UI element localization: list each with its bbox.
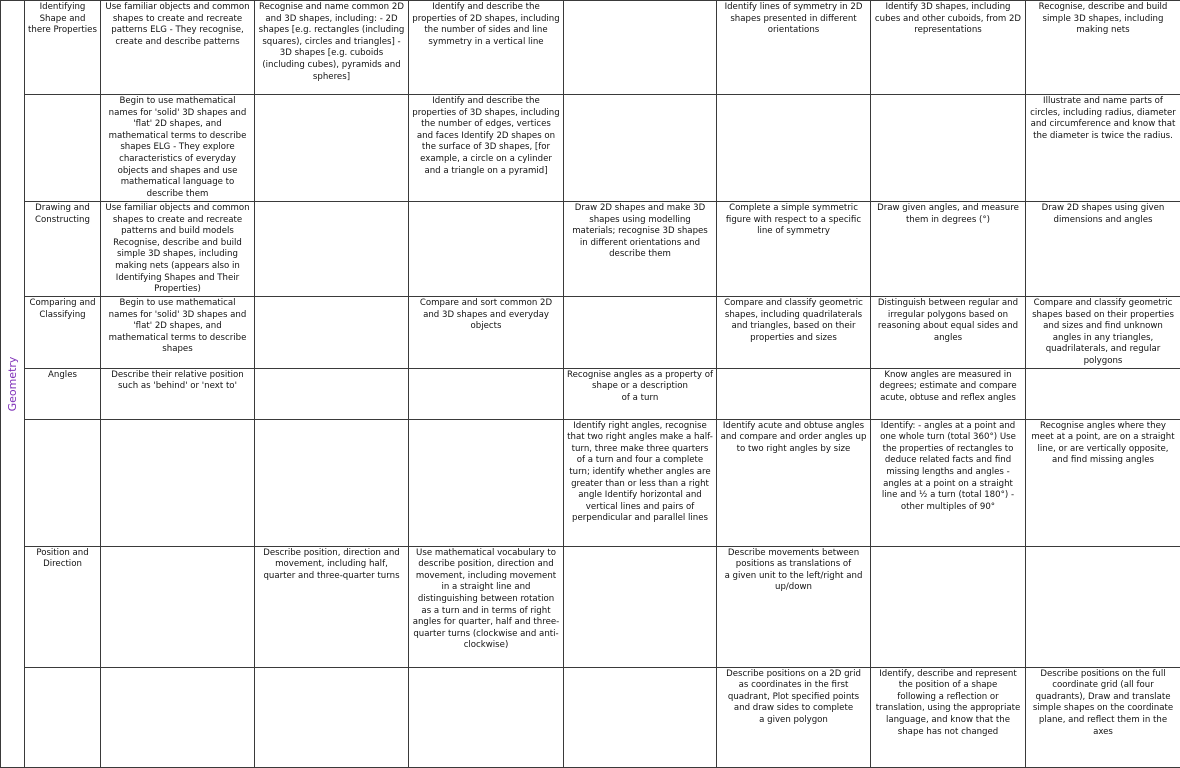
- objective-cell: Identify: - angles at a point and one whole turn (total 360°) Use the properties of rectangles to deduce related facts and find missing lengths and angles - angles at a point on a straight line and ½ a turn (total 180°) - other multiples of 90°: [871, 419, 1026, 546]
- objective-cell: [255, 297, 409, 369]
- topic-cell-angles: [25, 419, 101, 546]
- objective-cell: Begin to use mathematical names for 'solid' 3D shapes and 'flat' 2D shapes, and mathematical terms to describe shapes: [101, 297, 255, 369]
- topic-cell-identifying-shape: Identifying Shape and there Properties: [25, 1, 101, 95]
- table-row: [1, 95, 1180, 202]
- objective-cell: Complete a simple symmetric figure with respect to a specific line of symmetry: [717, 202, 871, 297]
- objective-cell: [101, 546, 255, 667]
- objective-cell: [255, 667, 409, 767]
- topic-cell-angles: Angles: [25, 368, 101, 419]
- objective-cell: Describe position, direction and movement, including half, quarter and three-quarter turns: [255, 546, 409, 667]
- objective-cell: [255, 202, 409, 297]
- objective-cell: Identify 3D shapes, including cubes and other cuboids, from 2D representations: [871, 1, 1026, 95]
- objective-cell: Compare and classify geometric shapes, including quadrilaterals and triangles, based on their properties and sizes: [717, 297, 871, 369]
- topic-cell-identifying-shape: [25, 95, 101, 202]
- table-row: [1, 419, 1180, 546]
- objective-cell: [564, 95, 717, 202]
- table-row: [1, 368, 1180, 419]
- topic-cell-position-direction: Position and Direction: [25, 546, 101, 667]
- subject-cell: [1, 1, 25, 768]
- topic-cell-position-direction: [25, 667, 101, 767]
- objective-cell: Describe movements between positions as translations of a given unit to the left/right and up/down: [717, 546, 871, 667]
- objective-cell: [564, 297, 717, 369]
- table-row: [1, 1, 1180, 95]
- objective-cell: Use mathematical vocabulary to describe position, direction and movement, including movement in a straight line and distinguishing between rotation as a turn and in terms of right angles for quarter, half and three-quarter turns (clockwise and anti-clockwise): [409, 546, 564, 667]
- objective-cell: Identify and describe the properties of 3D shapes, including the number of edges, vertices and faces Identify 2D shapes on the surface of 3D shapes, [for example, a circle on a cylinder and a triangle on a pyramid]: [409, 95, 564, 202]
- objective-cell: Describe positions on a 2D grid as coordinates in the first quadrant, Plot specified points and draw sides to complete a given polygon: [717, 667, 871, 767]
- objective-cell: [101, 667, 255, 767]
- objective-cell: [1026, 546, 1180, 667]
- objective-cell: [255, 419, 409, 546]
- objective-cell: [564, 546, 717, 667]
- table-row: [1, 297, 1180, 369]
- subject-label: Geometry: [7, 356, 19, 411]
- objective-cell: Identify acute and obtuse angles and compare and order angles up to two right angles by size: [717, 419, 871, 546]
- topic-cell-drawing-constructing: Drawing and Constructing: [25, 202, 101, 297]
- objective-cell: [564, 1, 717, 95]
- objective-cell: [717, 95, 871, 202]
- objective-cell: Draw 2D shapes using given dimensions and angles: [1026, 202, 1180, 297]
- objective-cell: [717, 368, 871, 419]
- objective-cell: Draw given angles, and measure them in degrees (°): [871, 202, 1026, 297]
- objective-cell: Distinguish between regular and irregular polygons based on reasoning about equal sides and angles: [871, 297, 1026, 369]
- objective-cell: Identify, describe and represent the position of a shape following a reflection or translation, using the appropriate language, and know that the shape has not changed: [871, 667, 1026, 767]
- objective-cell: [255, 95, 409, 202]
- table-row: [1, 202, 1180, 297]
- objective-cell: [1026, 368, 1180, 419]
- objective-cell: Draw 2D shapes and make 3D shapes using modelling materials; recognise 3D shapes in different orientations and describe them: [564, 202, 717, 297]
- objective-cell: Identify lines of symmetry in 2D shapes presented in different orientations: [717, 1, 871, 95]
- objective-cell: [101, 419, 255, 546]
- table-body: [1, 1, 1180, 768]
- objective-cell: [564, 667, 717, 767]
- objective-cell: Use familiar objects and common shapes to create and recreate patterns ELG - They recognise, create and describe patterns: [101, 1, 255, 95]
- table-row: [1, 667, 1180, 767]
- objective-cell: Recognise angles as a property of shape or a description of a turn: [564, 368, 717, 419]
- objective-cell: Recognise, describe and build simple 3D shapes, including making nets: [1026, 1, 1180, 95]
- objective-cell: [255, 368, 409, 419]
- objective-cell: Compare and sort common 2D and 3D shapes and everyday objects: [409, 297, 564, 369]
- objective-cell: [409, 368, 564, 419]
- objective-cell: Know angles are measured in degrees; estimate and compare acute, obtuse and reflex angles: [871, 368, 1026, 419]
- objective-cell: Compare and classify geometric shapes based on their properties and sizes and find unknown angles in any triangles, quadrilaterals, and regular polygons: [1026, 297, 1180, 369]
- topic-cell-comparing-classifying: Comparing and Classifying: [25, 297, 101, 369]
- table-row: [1, 546, 1180, 667]
- objective-cell: Describe their relative position such as 'behind' or 'next to': [101, 368, 255, 419]
- objective-cell: [871, 95, 1026, 202]
- objective-cell: [871, 546, 1026, 667]
- objective-cell: Recognise angles where they meet at a point, are on a straight line, or are vertically opposite, and find missing angles: [1026, 419, 1180, 546]
- objective-cell: [409, 419, 564, 546]
- objective-cell: Use familiar objects and common shapes to create and recreate patterns and build models Recognise, describe and build simple 3D shapes, including making nets (appears also in Identifying Shapes and Their Properties): [101, 202, 255, 297]
- objective-cell: [409, 202, 564, 297]
- objective-cell: Identify and describe the properties of 2D shapes, including the number of sides and line symmetry in a vertical line: [409, 1, 564, 95]
- objective-cell: Identify right angles, recognise that two right angles make a half-turn, three make three quarters of a turn and four a complete turn; identify whether angles are greater than or less than a right angle Identify horizontal and vertical lines and pairs of perpendicular and parallel lines: [564, 419, 717, 546]
- objective-cell: Describe positions on the full coordinate grid (all four quadrants), Draw and translate simple shapes on the coordinate plane, and reflect them in the axes: [1026, 667, 1180, 767]
- objective-cell: Begin to use mathematical names for 'solid' 3D shapes and 'flat' 2D shapes, and mathematical terms to describe shapes ELG - They explore characteristics of everyday objects and shapes and use mathematical language to describe them: [101, 95, 255, 202]
- objective-cell: Illustrate and name parts of circles, including radius, diameter and circumference and know that the diameter is twice the radius.: [1026, 95, 1180, 202]
- objective-cell: Recognise and name common 2D and 3D shapes, including: - 2D shapes [e.g. rectangles (including squares), circles and triangles] - 3D shapes [e.g. cuboids (including cubes), pyramids and spheres]: [255, 1, 409, 95]
- objective-cell: [409, 667, 564, 767]
